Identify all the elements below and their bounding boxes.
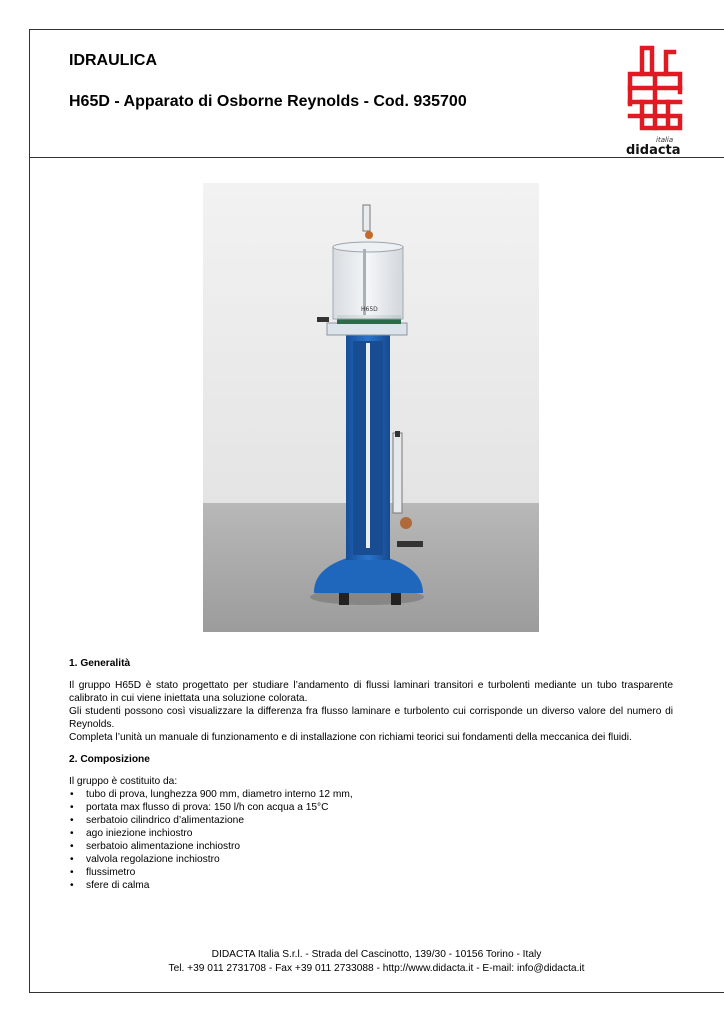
list-item: • sfere di calma: [69, 879, 673, 892]
paragraph: Il gruppo H65D è stato progettato per studiare l’andamento di flussi laminari transitori e turbolenti mediante un tubo trasparente calibrato in cui viene iniettata una soluzione colorata.: [69, 680, 673, 704]
section-title: IDRAULICA: [69, 52, 157, 69]
apparatus-label: H65D: [361, 306, 378, 313]
logo-brand-text: didacta: [626, 143, 681, 156]
paragraph: Completa l’unità un manuale di funzionamento e di installazione con richiami teorici sui fondamenti della meccanica dei fluidi.: [69, 732, 632, 743]
product-photo: [203, 183, 539, 632]
list-item: • tubo di prova, lunghezza 900 mm, diametro interno 12 mm,: [69, 788, 673, 801]
content-body: [69, 657, 673, 892]
footer-contacts: Tel. +39 011 2731708 - Fax +39 011 2733088 - http://www.didacta.it - E-mail: info@didacta.it: [168, 963, 585, 974]
components-list: [69, 788, 673, 892]
section-heading-generalita: 1. Generalità: [69, 658, 131, 669]
list-item: • ago iniezione inchiostro: [69, 827, 673, 840]
list-item: • flussimetro: [69, 866, 673, 879]
footer-address: DIDACTA Italia S.r.l. - Strada del Cascinotto, 139/30 - 10156 Torino - Italy: [211, 949, 542, 960]
didacta-logo: [622, 44, 688, 156]
header-divider: [29, 157, 724, 158]
paragraph: Gli studenti possono così visualizzare la differenza fra flusso laminare e turbolento cui corrisponde un diverso valore del numero di Reynolds.: [69, 706, 673, 730]
list-item: • serbatoio cilindrico d’alimentazione: [69, 814, 673, 827]
list-intro: Il gruppo è costituito da:: [69, 776, 178, 787]
list-item: • serbatoio alimentazione inchiostro: [69, 840, 673, 853]
logo-sub-text: italia: [656, 136, 674, 144]
list-item: • portata max flusso di prova: 150 l/h con acqua a 15°C: [69, 801, 673, 814]
list-item: • valvola regolazione inchiostro: [69, 853, 673, 866]
section-heading-composizione: 2. Composizione: [69, 754, 150, 765]
page-title: H65D - Apparato di Osborne Reynolds - Cod. 935700: [69, 93, 467, 110]
